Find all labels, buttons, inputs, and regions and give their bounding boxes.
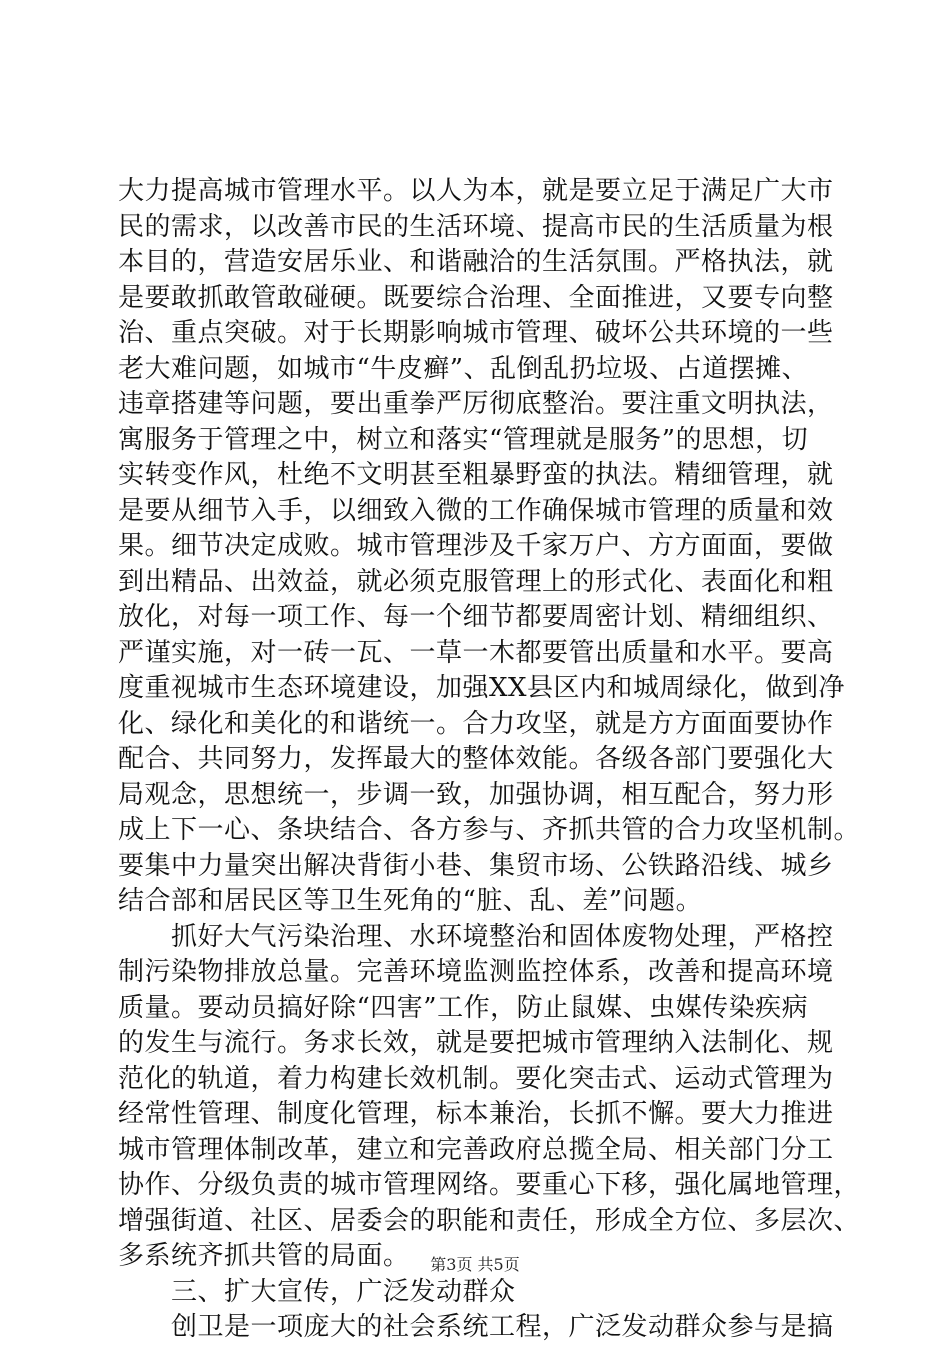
text-line: 配合、共同努力，发挥最大的整体效能。各级各部门要强化大 bbox=[118, 744, 834, 774]
text-line: 的发生与流行。务求长效，就是要把城市管理纳入法制化、规 bbox=[118, 1028, 834, 1058]
text-line: 违章搭建等问题，要出重拳严厉彻底整治。要注重文明执法， bbox=[118, 389, 834, 419]
text-line: 本目的，营造安居乐业、和谐融洽的生活氛围。严格执法，就 bbox=[118, 247, 834, 277]
page-footer: 第3页 共5页 bbox=[430, 1255, 520, 1274]
text-line: 实转变作风，杜绝不文明甚至粗暴野蛮的执法。精细管理，就 bbox=[118, 460, 834, 490]
text-line: 制污染物排放总量。完善环境监测监控体系，改善和提高环境 bbox=[118, 957, 834, 987]
text-line: 协作、分级负责的城市管理网络。要重心下移，强化属地管理， bbox=[118, 1170, 861, 1200]
text-line: 老大难问题，如城市“牛皮癣”、乱倒乱扔垃圾、占道摆摊、 bbox=[118, 353, 809, 384]
text-line: 范化的轨道，着力构建长效机制。要化突击式、运动式管理为 bbox=[118, 1063, 834, 1094]
text-line: 治、重点突破。对于长期影响城市管理、破坏公共环境的一些 bbox=[118, 318, 834, 348]
text-line: 创卫是一项庞大的社会系统工程，广泛发动群众参与是搞 bbox=[118, 1312, 834, 1342]
text-line: 寓服务于管理之中，树立和落实“管理就是服务”的思想，切 bbox=[118, 424, 809, 455]
text-line: 抓好大气污染治理、水环境整治和固体废物处理，严格控 bbox=[118, 921, 834, 952]
text-line: 成上下一心、条块结合、各方参与、齐抓共管的合力攻坚机制。 bbox=[118, 815, 861, 845]
text-line: 到出精品、出效益，就必须克服管理上的形式化、表面化和粗 bbox=[118, 566, 834, 597]
text-line: 结合部和居民区等卫生死角的“脏、乱、差”问题。 bbox=[118, 886, 703, 916]
text-line: 严谨实施，对一砖一瓦、一草一木都要管出质量和水平。要高 bbox=[118, 637, 834, 668]
text-line: 质量。要动员搞好除“四害”工作，防止鼠媒、虫媒传染疾病 bbox=[118, 992, 809, 1023]
text-line: 是要从细节入手，以细致入微的工作确保城市管理的质量和效 bbox=[118, 495, 834, 526]
text-line: 增强街道、社区、居委会的职能和责任，形成全方位、多层次、 bbox=[118, 1205, 861, 1236]
text-line: 经常性管理、制度化管理，标本兼治，长抓不懈。要大力推进 bbox=[118, 1099, 834, 1129]
text-line: 度重视城市生态环境建设，加强XX县区内和城周绿化，做到净 bbox=[118, 673, 846, 703]
text-line: 是要敢抓敢管敢碰硬。既要综合治理、全面推进，又要专向整 bbox=[118, 282, 834, 313]
text-line: 局观念，思想统一，步调一致，加强协调，相互配合，努力形 bbox=[118, 779, 834, 810]
text-line: 放化，对每一项工作、每一个细节都要周密计划、精细组织、 bbox=[118, 602, 834, 632]
text-line: 化、绿化和美化的和谐统一。合力攻坚，就是方方面面要协作 bbox=[118, 708, 834, 739]
text-line: 民的需求，以改善市民的生活环境、提高市民的生活质量为根 bbox=[118, 211, 834, 242]
text-line: 大力提高城市管理水平。以人为本，就是要立足于满足广大市 bbox=[118, 176, 834, 206]
body-text bbox=[118, 174, 861, 1346]
text-line: 三、扩大宣传，广泛发动群众 bbox=[118, 1276, 516, 1307]
text-line: 要集中力量突出解决背街小巷、集贸市场、公铁路沿线、城乡 bbox=[118, 850, 834, 881]
text-line: 多系统齐抓共管的局面。 bbox=[118, 1241, 410, 1271]
text-line: 城市管理体制改革，建立和完善政府总揽全局、相关部门分工 bbox=[118, 1134, 834, 1165]
text-line: 果。细节决定成败。城市管理涉及千家万户、方方面面，要做 bbox=[118, 531, 834, 561]
